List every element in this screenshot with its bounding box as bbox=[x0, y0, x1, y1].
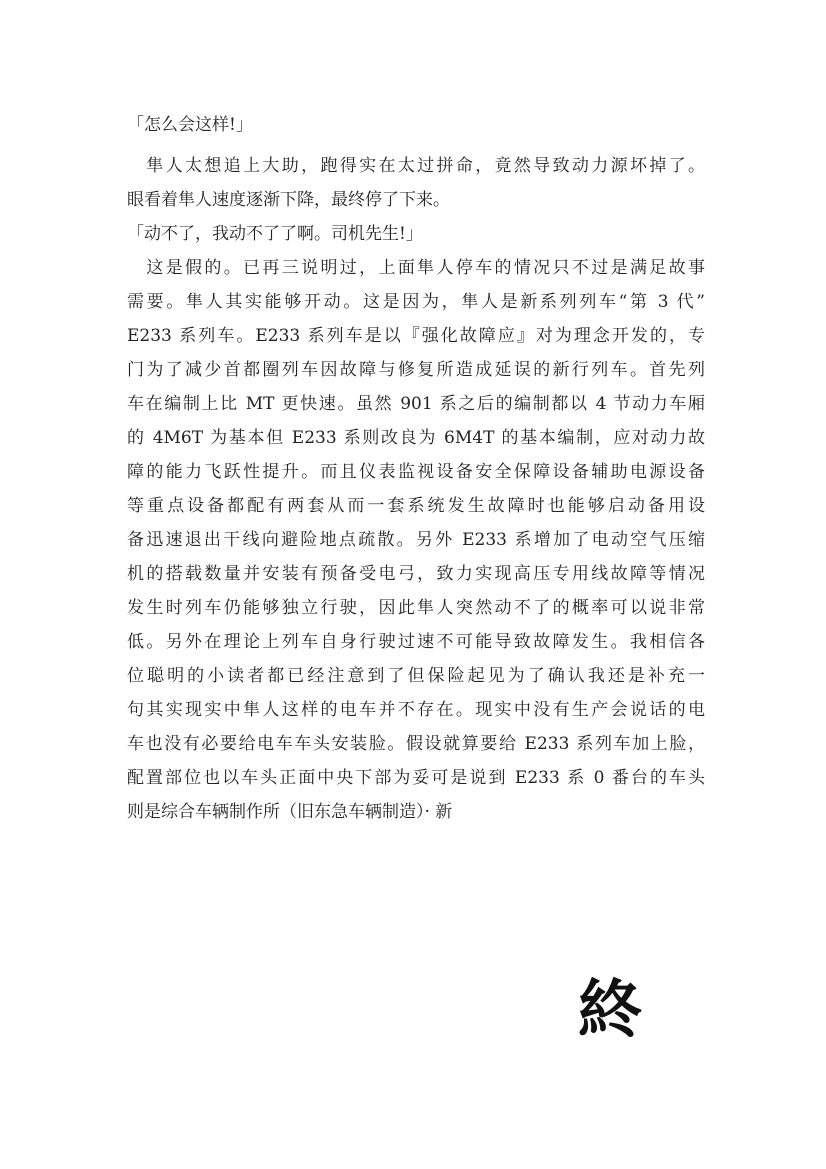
text-line: 车也没有必要给电车车头安装脸。假设就算要给 E233 系列车加上脸， bbox=[127, 734, 705, 754]
text-line: 「动不了，我动不了了啊。司机先生!」 bbox=[127, 224, 423, 244]
text-line: 车在编制上比 MT 更快速。虽然 901 系之后的编制都以 4 节动力车厢 bbox=[127, 394, 705, 414]
text-line: 这是假的。已再三说明过，上面隼人停车的情况只不过是满足故事 bbox=[127, 258, 705, 278]
text-line: 句其实现实中隼人这样的电车并不存在。现实中没有生产会说话的电 bbox=[127, 700, 705, 720]
text-line: 隼人太想追上大助，跑得实在太过拼命，竟然导致动力源坏掉了。 bbox=[127, 156, 705, 176]
text-line: 障的能力飞跃性提升。而且仪表监视设备安全保障设备辅助电源设备 bbox=[127, 462, 705, 482]
text-line: 机的搭载数量并安装有预备受电弓，致力实现高压专用线故障等情况 bbox=[127, 564, 705, 584]
text-line: E233 系列车。E233 系列车是以『强化故障应』对为理念开发的，专 bbox=[127, 326, 705, 346]
body-text bbox=[127, 108, 705, 829]
text-line: 则是综合车辆制作所（旧东急车辆制造）· 新 bbox=[127, 802, 453, 822]
text-line: 需要。隼人其实能够开动。这是因为，隼人是新系列列车“第 3 代” bbox=[127, 292, 705, 312]
text-line: 的 4M6T 为基本但 E233 系则改良为 6M4T 的基本编制，应对动力故 bbox=[127, 428, 705, 448]
text-line: 低。另外在理论上列车自身行驶过速不可能导致故障发生。我相信各 bbox=[127, 632, 705, 652]
text-line: 等重点设备都配有两套从而一套系统发生故障时也能够启动备用设 bbox=[127, 496, 705, 516]
text-line: 门为了减少首都圈列车因故障与修复所造成延误的新行列车。首先列 bbox=[127, 360, 705, 380]
text-line: 位聪明的小读者都已经注意到了但保险起见为了确认我还是补充一 bbox=[127, 666, 705, 686]
text-line: 备迅速退出干线向避险地点疏散。另外 E233 系增加了电动空气压缩 bbox=[127, 530, 705, 550]
text-line: 「怎么会这样!」 bbox=[127, 115, 253, 135]
text-line: 眼看着隼人速度逐渐下降，最终停了下来。 bbox=[127, 190, 450, 210]
text-line: 配置部位也以车头正面中央下部为妥可是说到 E233 系 0 番台的车头 bbox=[127, 768, 705, 788]
end-mark: 終 bbox=[578, 974, 640, 1048]
text-line: 发生时列车仍能够独立行驶，因此隼人突然动不了的概率可以说非常 bbox=[127, 598, 705, 618]
